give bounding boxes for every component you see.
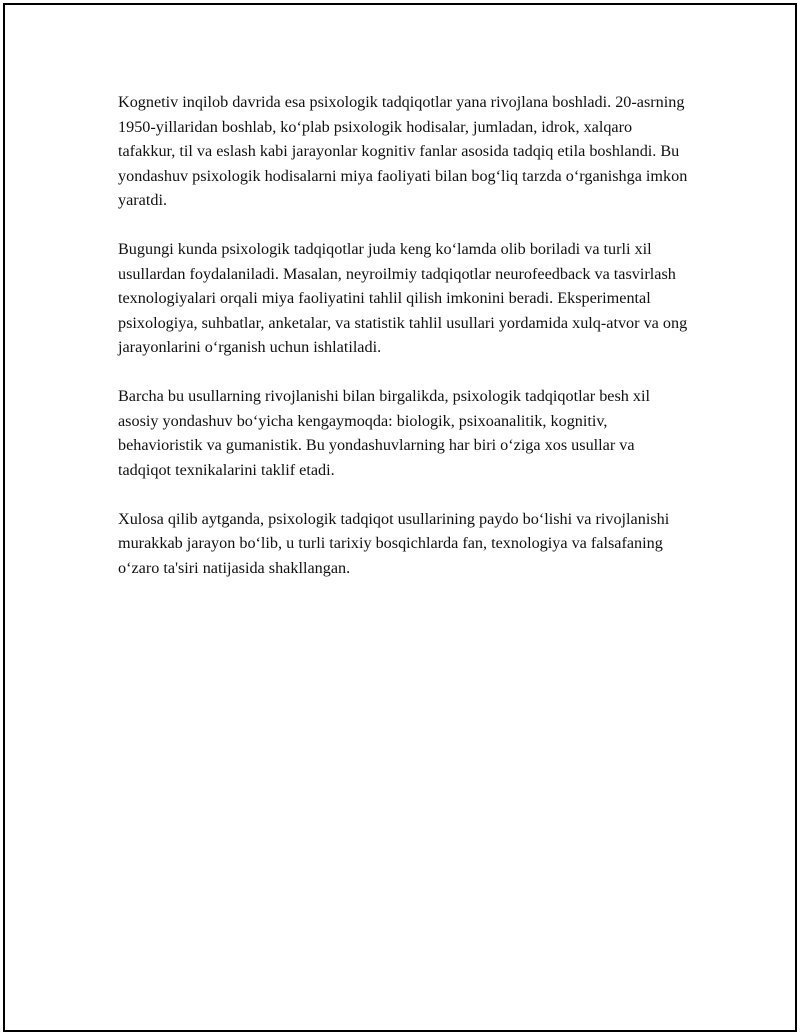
paragraph-1: Kognetiv inqilob davrida esa psixologik tadqiqotlar yana rivojlana boshladi. 20-asrning 1950-yillaridan boshlab, ko‘plab psixologik hodisalar, jumladan, idrok, xalqaro tafakkur, til va eslash kabi jarayonlar kognitiv fanlar asosida tadqiq etila boshlandi. Bu yondashuv psixologik hodisalarni miya faoliyati bilan bog‘liq tarzda o‘rganishga imkon yaratdi. bbox=[118, 93, 688, 209]
document-body bbox=[118, 90, 690, 605]
paragraph-3: Barcha bu usullarning rivojlanishi bilan birgalikda, psixologik tadqiqotlar besh xil asosiy yondashuv bo‘yicha kengaymoqda: biologik, psixoanalitik, kognitiv, behavioristik va gumanistik. Bu yondashuvlarning har biri o‘ziga xos usullar va tadqiqot texnikalarini taklif etadi. bbox=[118, 387, 651, 479]
paragraph-4: Xulosa qilib aytganda, psixologik tadqiqot usullarining paydo bo‘lishi va rivojlanishi murakkab jarayon bo‘lib, u turli tarixiy bosqichlarda fan, texnologiya va falsafaning o‘zaro ta'siri natijasida shakllangan. bbox=[118, 509, 670, 577]
paragraph-2: Bugungi kunda psixologik tadqiqotlar juda keng ko‘lamda olib boriladi va turli xil usullardan foydalaniladi. Masalan, neyroilmiy tadqiqotlar neurofeedback va tasvirlash texnologiyalari orqali miya faoliyatini tahlil qilish imkonini beradi. Eksperimental psixologiya, suhbatlar, anketalar, va statistik tahlil usullari yordamida xulq-atvor va ong jarayonlarini o‘rganish uchun ishlatiladi. bbox=[118, 240, 688, 356]
